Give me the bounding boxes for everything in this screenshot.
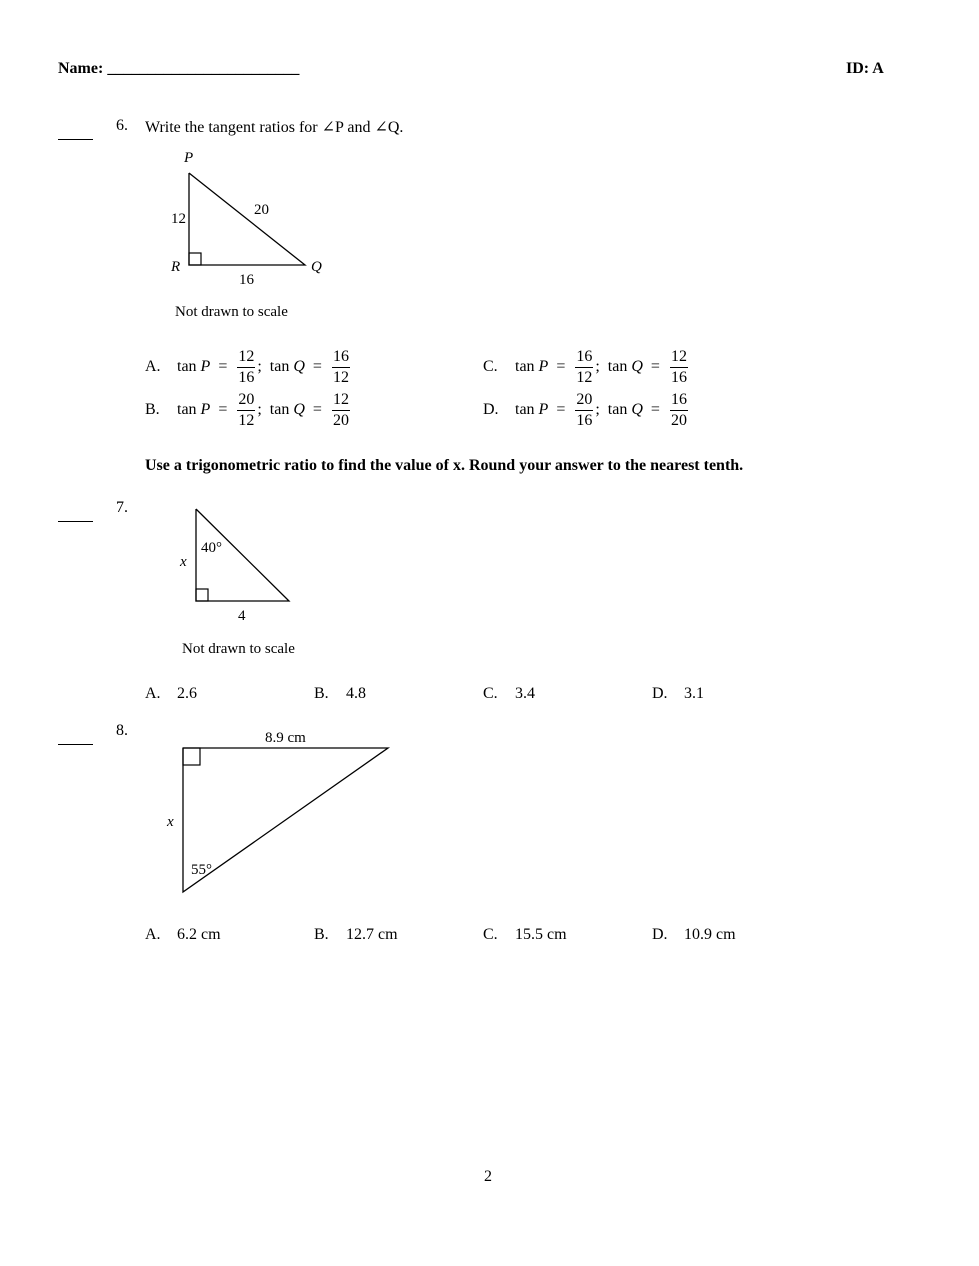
q7-not-to-scale: Not drawn to scale <box>182 641 295 657</box>
name-field <box>58 60 299 78</box>
q6-option-b[interactable]: B. tan P = $\frac{20}{12}$ ; tan Q = $\frac{12}{20}$ <box>145 390 349 429</box>
q6-question-text: Write the tangent ratios for ∠P and ∠Q. <box>145 119 404 136</box>
q7-side-x: x <box>180 554 187 570</box>
q6-triangle <box>189 173 305 265</box>
section-instruction: Use a trigonometric ratio to find the value of x. Round your answer to the nearest tenth. <box>145 457 744 474</box>
q8-answer-blank[interactable] <box>58 726 93 745</box>
q6-right-angle-mark <box>189 253 201 265</box>
q8-triangle <box>183 748 388 892</box>
q6-triangle-figure <box>160 140 360 330</box>
q6-option-c[interactable]: C. tan P = $\frac{16}{12}$ ; tan Q = $\frac{12}{16}$ <box>483 347 687 386</box>
q7-triangle-figure <box>170 500 340 665</box>
q8-option-c[interactable]: C. 15.5 cm <box>483 926 567 943</box>
fraction: $\frac{12}{16}$ <box>238 347 255 386</box>
q8-option-b[interactable]: B. 12.7 cm <box>314 926 398 943</box>
q6-vertex-q: Q <box>311 259 322 275</box>
q7-option-d[interactable]: D. 3.1 <box>652 685 704 702</box>
q8-side-x: x <box>167 814 174 830</box>
q8-angle-label: 55° <box>191 862 212 878</box>
name-label: Name: <box>58 60 104 77</box>
q6-vertex-r: R <box>171 259 181 275</box>
q7-base-label: 4 <box>238 608 246 624</box>
q8-option-a[interactable]: A. 6.2 cm <box>145 926 221 943</box>
option-letter: A. <box>145 358 161 375</box>
q7-option-c[interactable]: C. 3.4 <box>483 685 535 702</box>
id-label: ID: A <box>846 60 884 77</box>
q8-right-angle-mark <box>183 748 200 765</box>
fraction: $\frac{20}{12}$ <box>238 390 255 429</box>
q7-right-angle-mark <box>196 589 208 601</box>
q6-side-rq: 16 <box>239 272 254 288</box>
fraction: $\frac{12}{16}$ <box>670 347 687 386</box>
q8-option-d[interactable]: D. 10.9 cm <box>652 926 736 943</box>
q6-option-d[interactable]: D. tan P = $\frac{20}{16}$ ; tan Q = $\frac{16}{20}$ <box>483 390 687 429</box>
q7-answer-blank[interactable] <box>58 503 93 522</box>
q8-triangle-figure <box>160 725 400 900</box>
q6-option-a[interactable]: A. tan P = $\frac{12}{16}$ ; tan Q = $\frac{16}{12}$ <box>145 347 349 386</box>
option-letter: D. <box>483 401 499 418</box>
option-letter: B. <box>145 401 160 418</box>
q8-top-label: 8.9 cm <box>265 730 306 746</box>
fraction: $\frac{16}{12}$ <box>576 347 593 386</box>
name-blank: ________________________ <box>107 60 300 77</box>
q7-angle-label: 40° <box>201 540 222 556</box>
q6-side-pr: 12 <box>171 211 186 227</box>
page-number: 2 <box>484 1168 492 1185</box>
option-letter: C. <box>483 358 498 375</box>
q8-number: 8. <box>116 722 128 739</box>
q7-option-b[interactable]: B. 4.8 <box>314 685 366 702</box>
q6-number: 6. <box>116 117 128 134</box>
q6-not-to-scale: Not drawn to scale <box>175 304 288 320</box>
q6-answer-blank[interactable] <box>58 121 93 140</box>
fraction: $\frac{12}{20}$ <box>332 390 349 429</box>
q7-number: 7. <box>116 499 128 516</box>
fraction: $\frac{20}{16}$ <box>576 390 593 429</box>
q6-vertex-p: P <box>184 150 194 166</box>
q6-side-pq: 20 <box>254 202 269 218</box>
fraction: $\frac{16}{12}$ <box>332 347 349 386</box>
q7-option-a[interactable]: A. 2.6 <box>145 685 197 702</box>
fraction: $\frac{16}{20}$ <box>670 390 687 429</box>
